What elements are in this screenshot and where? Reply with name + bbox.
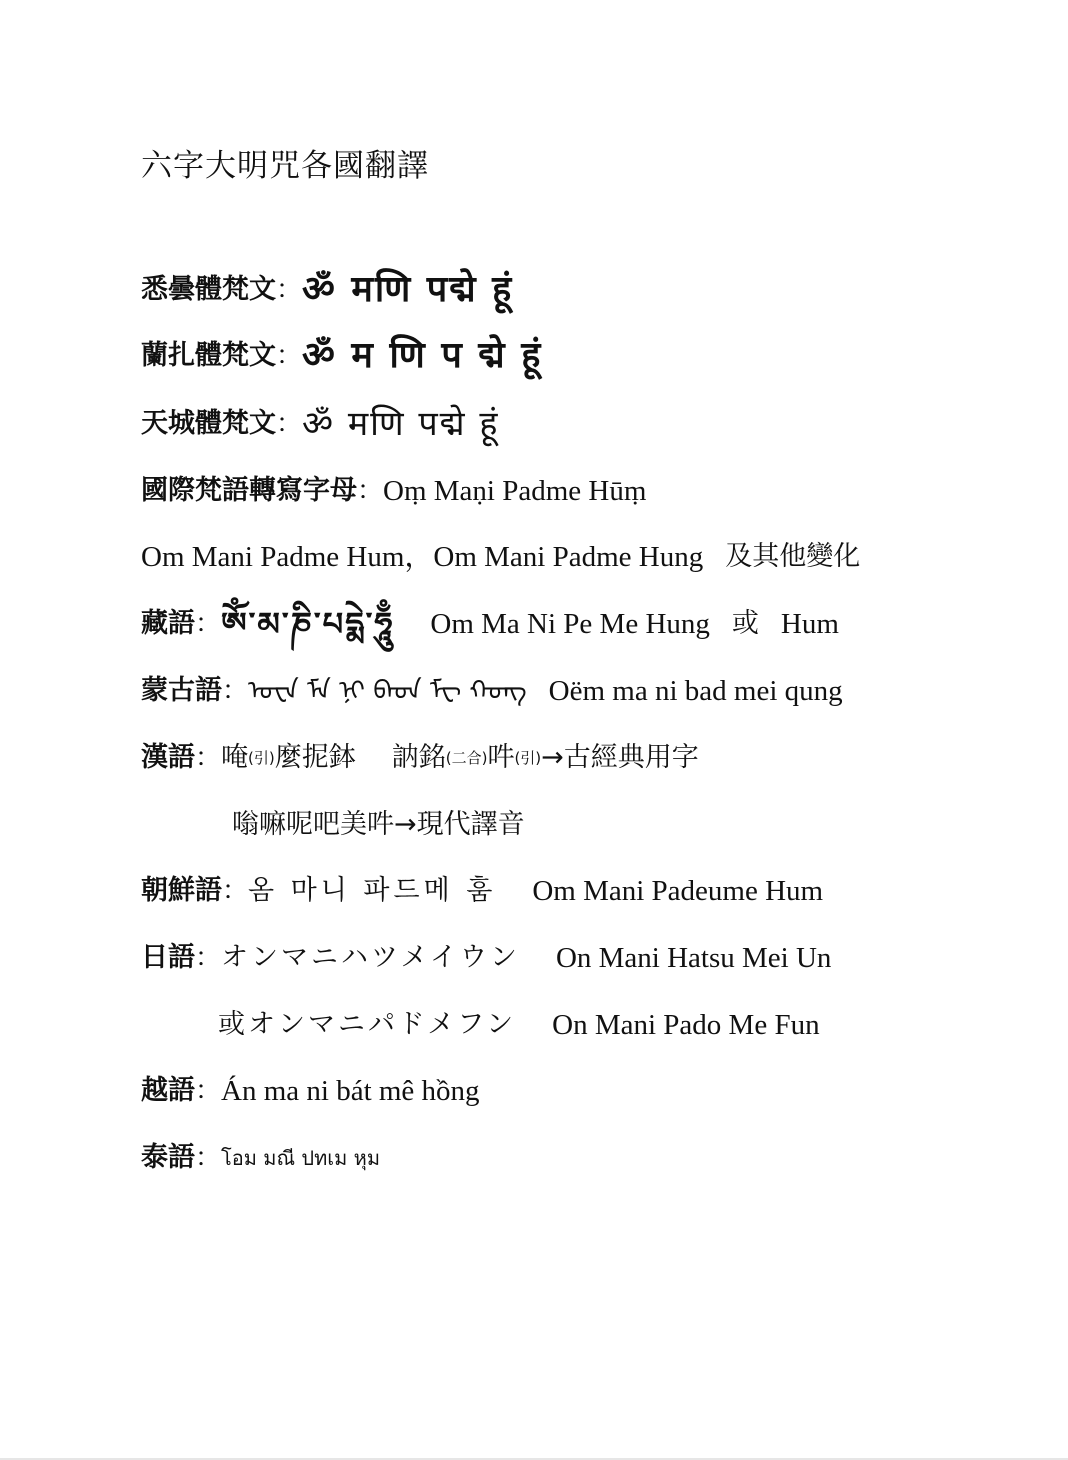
japanese-label: 日語 (141, 942, 195, 973)
iast-text: Oṃ Maṇi Padme Hūṃ (383, 475, 647, 507)
chinese-part3: 訥銘 (391, 742, 446, 773)
siddham-script: ॐ मणि पद्मे हूं (302, 269, 514, 310)
tibetan-alt: Hum (780, 608, 839, 640)
devanagari-colon: ： (276, 409, 303, 439)
chinese-line2: 嗡嘛呢吧美吽→現代譯音 (232, 809, 525, 840)
japanese-colon: ： (195, 943, 222, 973)
row-thai (141, 1136, 380, 1180)
iast-colon: ： (357, 476, 384, 506)
chinese-colon: ： (195, 743, 222, 773)
chinese-note1: (引) (248, 749, 275, 767)
row-tibetan (141, 602, 839, 646)
chinese-part1: 唵 (221, 742, 249, 773)
variants-text: Om Mani Padme Hum，Om Mani Padme Hung (141, 541, 704, 573)
korean-roman: Om Mani Padeume Hum (532, 875, 824, 907)
siddham-label: 悉曇體梵文 (141, 274, 276, 305)
devanagari-script: ॐ मणि पद्मे हूं (302, 404, 500, 444)
row-chinese (141, 736, 699, 780)
mongolian-script: ᠣᠸᠠ ᠮᠠ ᠨᠢ ᠪᠠᠳ ᠮᠸ ᠬᠤᠩ (248, 676, 527, 706)
row-devanagari (141, 402, 499, 446)
mongolian-colon: ： (222, 676, 249, 706)
devanagari-label: 天城體梵文 (141, 408, 276, 439)
row-vietnamese (141, 1069, 480, 1113)
thai-text: โอม มณี ปทเม หุม (221, 1146, 381, 1170)
tibetan-roman: Om Ma Ni Pe Me Hung (430, 608, 710, 640)
tibetan-or: 或 (731, 608, 759, 639)
row-chinese-modern (232, 803, 525, 847)
japanese-alt-roman: On Mani Pado Me Fun (552, 1009, 820, 1041)
row-variants (141, 535, 860, 579)
page-title: 六字大明咒各國翻譯 (141, 148, 429, 184)
japanese-alt-script: 或オンマニパドメフン (218, 1009, 517, 1040)
mongolian-label: 蒙古語 (141, 675, 222, 706)
vietnamese-text: Án ma ni bát mê hồng (221, 1075, 480, 1107)
vietnamese-colon: ： (195, 1076, 222, 1106)
variants-note: 及其他變化 (725, 541, 861, 572)
korean-label: 朝鮮語 (141, 875, 222, 906)
tibetan-script: ཨོཾ་མ་ཎི་པདྨེ་ཧཱུྃ (221, 605, 395, 643)
siddham-colon: ： (276, 275, 303, 305)
row-lantsa (141, 334, 542, 378)
mongolian-roman: Oëm ma ni bad mei qung (548, 675, 843, 707)
lantsa-colon: ： (276, 341, 303, 371)
japanese-script: オンマニハツメイウン (221, 942, 520, 973)
chinese-arrow1: →古經典用字 (541, 742, 699, 773)
chinese-label: 漢語 (141, 742, 195, 773)
row-mongolian (141, 669, 843, 713)
row-korean (141, 869, 823, 913)
iast-label: 國際梵語轉寫字母 (141, 475, 357, 506)
lantsa-label: 蘭扎體梵文 (141, 340, 276, 371)
row-siddham (141, 268, 513, 312)
tibetan-label: 藏語 (141, 608, 195, 639)
row-japanese-alt (218, 1003, 820, 1047)
row-iast (141, 469, 646, 513)
thai-colon: ： (195, 1143, 222, 1173)
chinese-note3: (引) (514, 749, 542, 767)
chinese-part2: 麼抳鉢 (274, 742, 356, 773)
tibetan-colon: ： (195, 609, 222, 639)
thai-label: 泰語 (141, 1142, 195, 1173)
vietnamese-label: 越語 (141, 1075, 195, 1106)
japanese-roman: On Mani Hatsu Mei Un (555, 942, 832, 974)
lantsa-script: ॐ म णि प द्मे हूं (302, 335, 543, 376)
korean-colon: ： (222, 876, 249, 906)
chinese-part4: 吽 (487, 742, 515, 773)
korean-script: 옴 마니 파드메 훔 (248, 875, 497, 906)
chinese-note2: (二合) (445, 749, 488, 767)
row-japanese (141, 936, 831, 980)
